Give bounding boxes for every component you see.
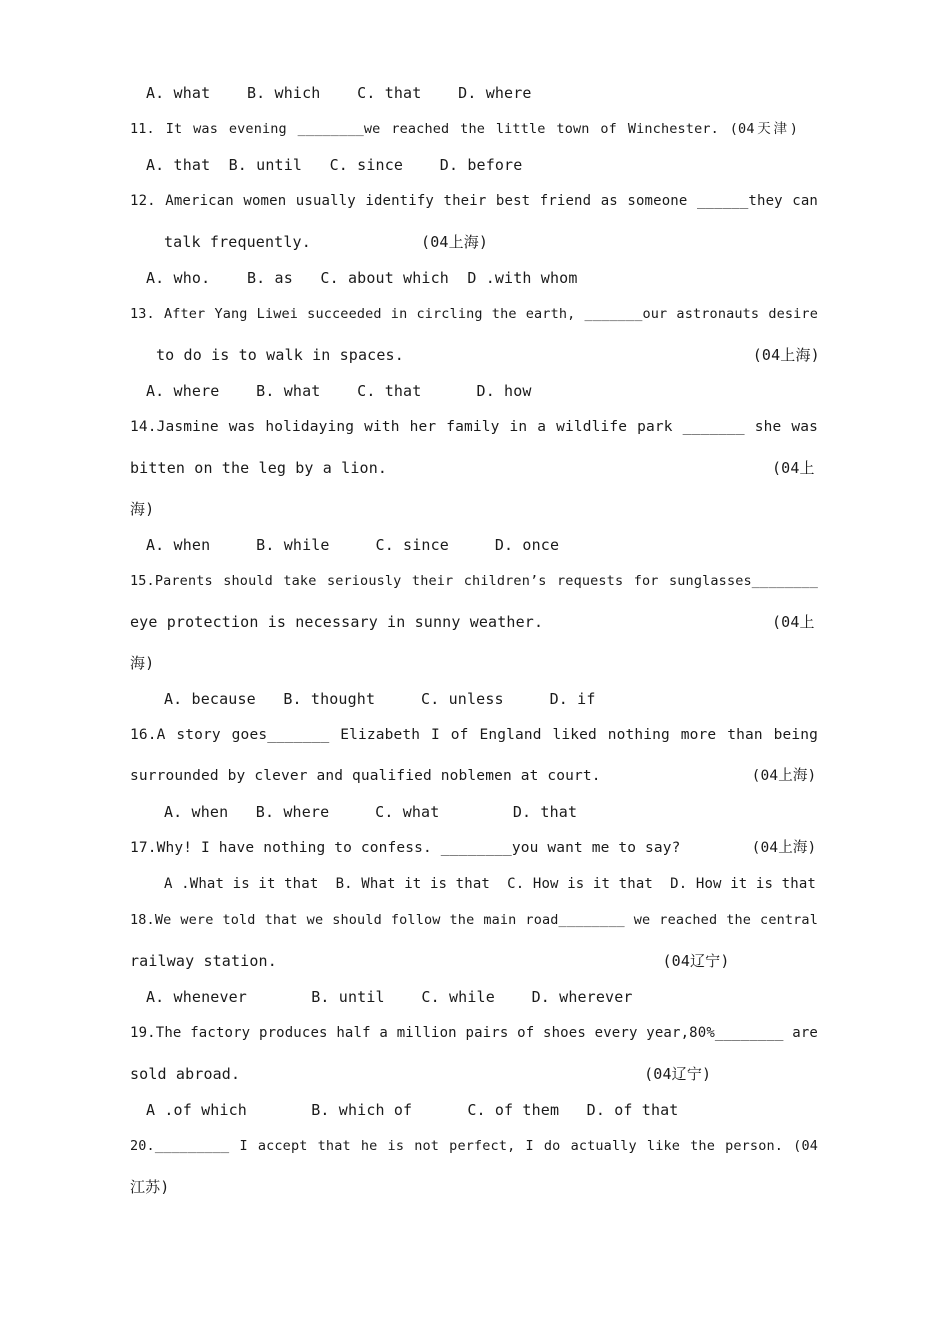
q12-options: A. who. B. as C. about which D .with whom bbox=[146, 269, 578, 287]
q16-stem: 16.A story goes_______ Elizabeth I of England liked nothing more than being bbox=[130, 727, 818, 743]
q14-stem: 14.Jasmine was holidaying with her family in a wildlife park _______ she was bbox=[130, 419, 818, 435]
q14-source-cont: 海) bbox=[130, 500, 155, 518]
q13-options: A. where B. what C. that D. how bbox=[146, 382, 532, 400]
q12-stem-cont: talk frequently. (04上海) bbox=[164, 233, 489, 251]
q19-stem-cont: sold abroad. (04辽宁) bbox=[130, 1065, 712, 1083]
q13-stem-cont: to do is to walk in spaces. (04上海) bbox=[156, 346, 820, 364]
q11-options: A. that B. until C. since D. before bbox=[146, 156, 523, 174]
q14-source: (04上 bbox=[772, 459, 815, 477]
q15-source-cont: 海) bbox=[130, 654, 155, 672]
q20-source-cont: 江苏) bbox=[130, 1178, 170, 1196]
q16-options: A. when B. where C. what D. that bbox=[164, 803, 578, 821]
q19-stem: 19.The factory produces half a million pairs of shoes every year,80%________ are bbox=[130, 1025, 818, 1041]
q15-stem-cont: eye protection is necessary in sunny weather. bbox=[130, 613, 544, 631]
q14-stem-cont: bitten on the leg by a lion. bbox=[130, 459, 388, 477]
q17-stem: 17.Why! I have nothing to confess. ________you want me to say? (04上海) bbox=[130, 840, 817, 856]
q19-options: A .of which B. which of C. of them D. of that bbox=[146, 1101, 679, 1119]
q17-options: A .What is it that B. What it is that C. How is it that D. How it is that bbox=[164, 876, 816, 892]
q12-stem: 12. American women usually identify their best friend as someone ______they can bbox=[130, 193, 818, 209]
q14-options: A. when B. while C. since D. once bbox=[146, 536, 560, 554]
q10-options: A. what B. which C. that D. where bbox=[146, 84, 532, 102]
q18-stem-cont: railway station. (04辽宁) bbox=[130, 952, 730, 970]
q20-stem: 20._________ I accept that he is not perfect, I do actually like the person. (04 bbox=[130, 1138, 818, 1154]
q16-stem-cont: surrounded by clever and qualified noblemen at court. (04上海) bbox=[130, 768, 817, 784]
q18-stem: 18.We were told that we should follow the main road________ we reached the central bbox=[130, 912, 818, 928]
q13-stem: 13. After Yang Liwei succeeded in circling the earth, _______our astronauts desire bbox=[130, 306, 818, 322]
q15-stem: 15.Parents should take seriously their children’s requests for sunglasses________ bbox=[130, 573, 818, 589]
q15-options: A. because B. thought C. unless D. if bbox=[164, 690, 596, 708]
q15-source: (04上 bbox=[772, 613, 815, 631]
q18-options: A. whenever B. until C. while D. wherever bbox=[146, 988, 633, 1006]
q11-stem: 11. It was evening ________we reached the little town of Winchester. (04天津) bbox=[130, 121, 798, 137]
